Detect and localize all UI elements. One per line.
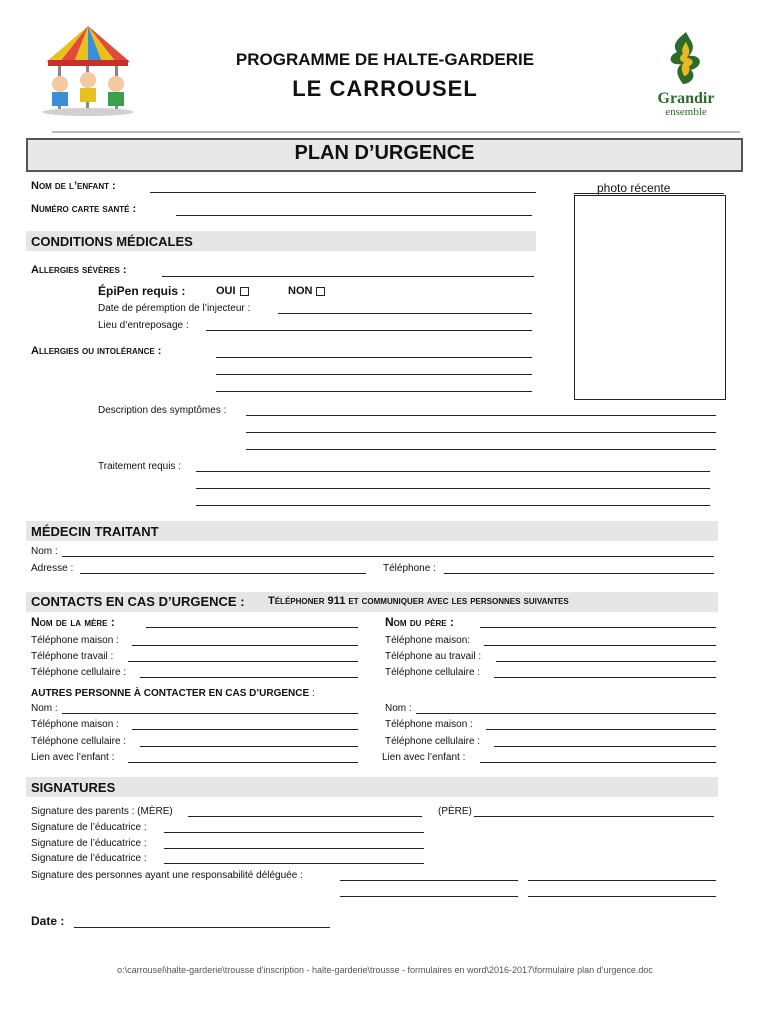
- expiry-field[interactable]: [278, 313, 532, 314]
- mother-cell-field[interactable]: [140, 677, 358, 678]
- treatment-field-2[interactable]: [196, 488, 710, 489]
- page-title: PLAN D’URGENCE: [294, 142, 475, 164]
- educator-signature-field-2[interactable]: [164, 848, 424, 849]
- symptoms-label: Description des symptômes :: [98, 405, 227, 416]
- delegated-signature-field-2[interactable]: [528, 880, 716, 881]
- leaf-icon: [661, 30, 711, 86]
- other2-cell-label: Téléphone cellulaire :: [385, 736, 481, 747]
- doctor-name-label: Nom :: [31, 546, 58, 557]
- child-name-field[interactable]: [150, 192, 536, 193]
- other2-link-field[interactable]: [480, 762, 716, 763]
- contacts-section-title: CONTACTS EN CAS D’URGENCE :: [31, 594, 245, 609]
- program-title: PROGRAMME DE HALTE-GARDERIE: [235, 50, 535, 69]
- educator-signature-label-2: Signature de l’éducatrice :: [31, 838, 147, 849]
- mother-home-label: Téléphone maison :: [31, 635, 119, 646]
- health-card-field[interactable]: [176, 215, 532, 216]
- epipen-oui-label: OUI: [216, 285, 236, 297]
- photo-label-underline: [574, 193, 724, 194]
- father-name-label: Nom du père :: [385, 615, 454, 629]
- intolerance-field-3[interactable]: [216, 391, 532, 392]
- educator-signature-field-3[interactable]: [164, 863, 424, 864]
- father-work-label: Téléphone au travail :: [385, 651, 482, 662]
- intolerance-field-1[interactable]: [216, 357, 532, 358]
- mother-cell-label: Téléphone cellulaire :: [31, 667, 127, 678]
- photo-box[interactable]: [574, 195, 726, 400]
- other-name-label: Nom :: [31, 703, 58, 714]
- father-home-field[interactable]: [484, 645, 716, 646]
- educator-signature-label-1: Signature de l’éducatrice :: [31, 822, 147, 833]
- epipen-oui-checkbox[interactable]: [240, 287, 249, 296]
- epipen-non[interactable]: [288, 285, 325, 297]
- others-title: [31, 688, 315, 699]
- health-card-label: Numéro carte santé :: [31, 203, 137, 215]
- grandir-ensemble-logo: [646, 30, 726, 120]
- other-link-label: Lien avec l’enfant :: [31, 752, 115, 763]
- epipen-non-label: NON: [288, 285, 313, 297]
- symptoms-field-3[interactable]: [246, 449, 716, 450]
- date-field[interactable]: [74, 927, 330, 928]
- doctor-name-field[interactable]: [62, 556, 714, 557]
- father-signature-label: (PÈRE): [438, 806, 472, 817]
- doctor-address-label: Adresse :: [31, 563, 74, 574]
- severe-allergies-label: Allergies sévères :: [31, 264, 127, 276]
- other-cell-label: Téléphone cellulaire :: [31, 736, 127, 747]
- mother-work-label: Téléphone travail :: [31, 651, 114, 662]
- delegated-signature-field-4[interactable]: [528, 896, 716, 897]
- parents-signature-label: Signature des parents : (MÈRE): [31, 806, 173, 817]
- intolerance-field-2[interactable]: [216, 374, 532, 375]
- doctor-section-title: MÉDECIN TRAITANT: [31, 524, 159, 539]
- signatures-section-bar: [26, 777, 718, 797]
- logo-word-ensemble: ensemble: [665, 106, 707, 118]
- photo-label: photo récente: [597, 181, 671, 195]
- other2-home-label: Téléphone maison :: [385, 719, 473, 730]
- mother-name-label: Nom de la mère :: [31, 615, 115, 629]
- epipen-label: ÉpiPen requis :: [98, 284, 186, 298]
- father-work-field[interactable]: [496, 661, 716, 662]
- father-signature-field[interactable]: [474, 816, 714, 817]
- mother-signature-field[interactable]: [188, 816, 422, 817]
- doctor-phone-field[interactable]: [444, 573, 714, 574]
- delegated-signature-label: Signature des personnes ayant une responsabilité déléguée :: [31, 870, 303, 881]
- other-link-field[interactable]: [128, 762, 358, 763]
- doctor-address-field[interactable]: [80, 573, 366, 574]
- symptoms-field-2[interactable]: [246, 432, 716, 433]
- other2-cell-field[interactable]: [494, 746, 716, 747]
- symptoms-field-1[interactable]: [246, 415, 716, 416]
- footer-file-path: o:\carrousel\halte-garderie\trousse d'inscription - halte-garderie\trousse - formulaires en word\2016-2017\formulaire plan d'urgence.doc: [117, 965, 653, 975]
- mother-work-field[interactable]: [128, 661, 358, 662]
- other2-name-field[interactable]: [416, 713, 716, 714]
- intolerance-label: Allergies ou intolérance :: [31, 345, 162, 357]
- other-home-label: Téléphone maison :: [31, 719, 119, 730]
- others-title-colon: :: [311, 688, 315, 699]
- father-name-field[interactable]: [480, 627, 716, 628]
- delegated-signature-field-1[interactable]: [340, 880, 518, 881]
- date-label: Date :: [31, 914, 65, 928]
- header-divider: [52, 131, 740, 133]
- epipen-oui[interactable]: [216, 285, 249, 297]
- delegated-signature-field-3[interactable]: [340, 896, 518, 897]
- treatment-field-3[interactable]: [196, 505, 710, 506]
- severe-allergies-field[interactable]: [162, 276, 534, 277]
- other2-home-field[interactable]: [486, 729, 716, 730]
- medical-section-title: CONDITIONS MÉDICALES: [31, 234, 193, 249]
- carousel-logo: [38, 22, 138, 118]
- contacts-section-subtitle: Téléphoner 911 et communiquer avec les personnes suivantes: [268, 595, 569, 607]
- other-cell-field[interactable]: [140, 746, 358, 747]
- program-name: LE CARROUSEL: [292, 76, 478, 101]
- other2-name-label: Nom :: [385, 703, 412, 714]
- mother-name-field[interactable]: [146, 627, 358, 628]
- child-name-label: Nom de l’enfant :: [31, 180, 116, 192]
- father-cell-label: Téléphone cellulaire :: [385, 667, 481, 678]
- storage-label: Lieu d’entreposage :: [98, 320, 189, 331]
- storage-field[interactable]: [206, 330, 532, 331]
- educator-signature-label-3: Signature de l’éducatrice :: [31, 853, 147, 864]
- educator-signature-field-1[interactable]: [164, 832, 424, 833]
- expiry-label: Date de péremption de l’injecteur :: [98, 303, 251, 314]
- carousel-icon: [38, 22, 138, 118]
- treatment-label: Traitement requis :: [98, 461, 181, 472]
- others-title-text: AUTRES PERSONNE À CONTACTER EN CAS D’URGENCE: [31, 688, 310, 699]
- other-home-field[interactable]: [132, 729, 358, 730]
- signatures-section-title: SIGNATURES: [31, 780, 116, 795]
- logo-word-grandir: Grandir: [657, 90, 715, 107]
- doctor-phone-label: Téléphone :: [383, 563, 436, 574]
- treatment-field-1[interactable]: [196, 471, 710, 472]
- other2-link-label: Lien avec l’enfant :: [382, 752, 466, 763]
- epipen-non-checkbox[interactable]: [316, 287, 325, 296]
- mother-home-field[interactable]: [132, 645, 358, 646]
- father-cell-field[interactable]: [494, 677, 716, 678]
- other-name-field[interactable]: [62, 713, 358, 714]
- father-home-label: Téléphone maison:: [385, 635, 471, 646]
